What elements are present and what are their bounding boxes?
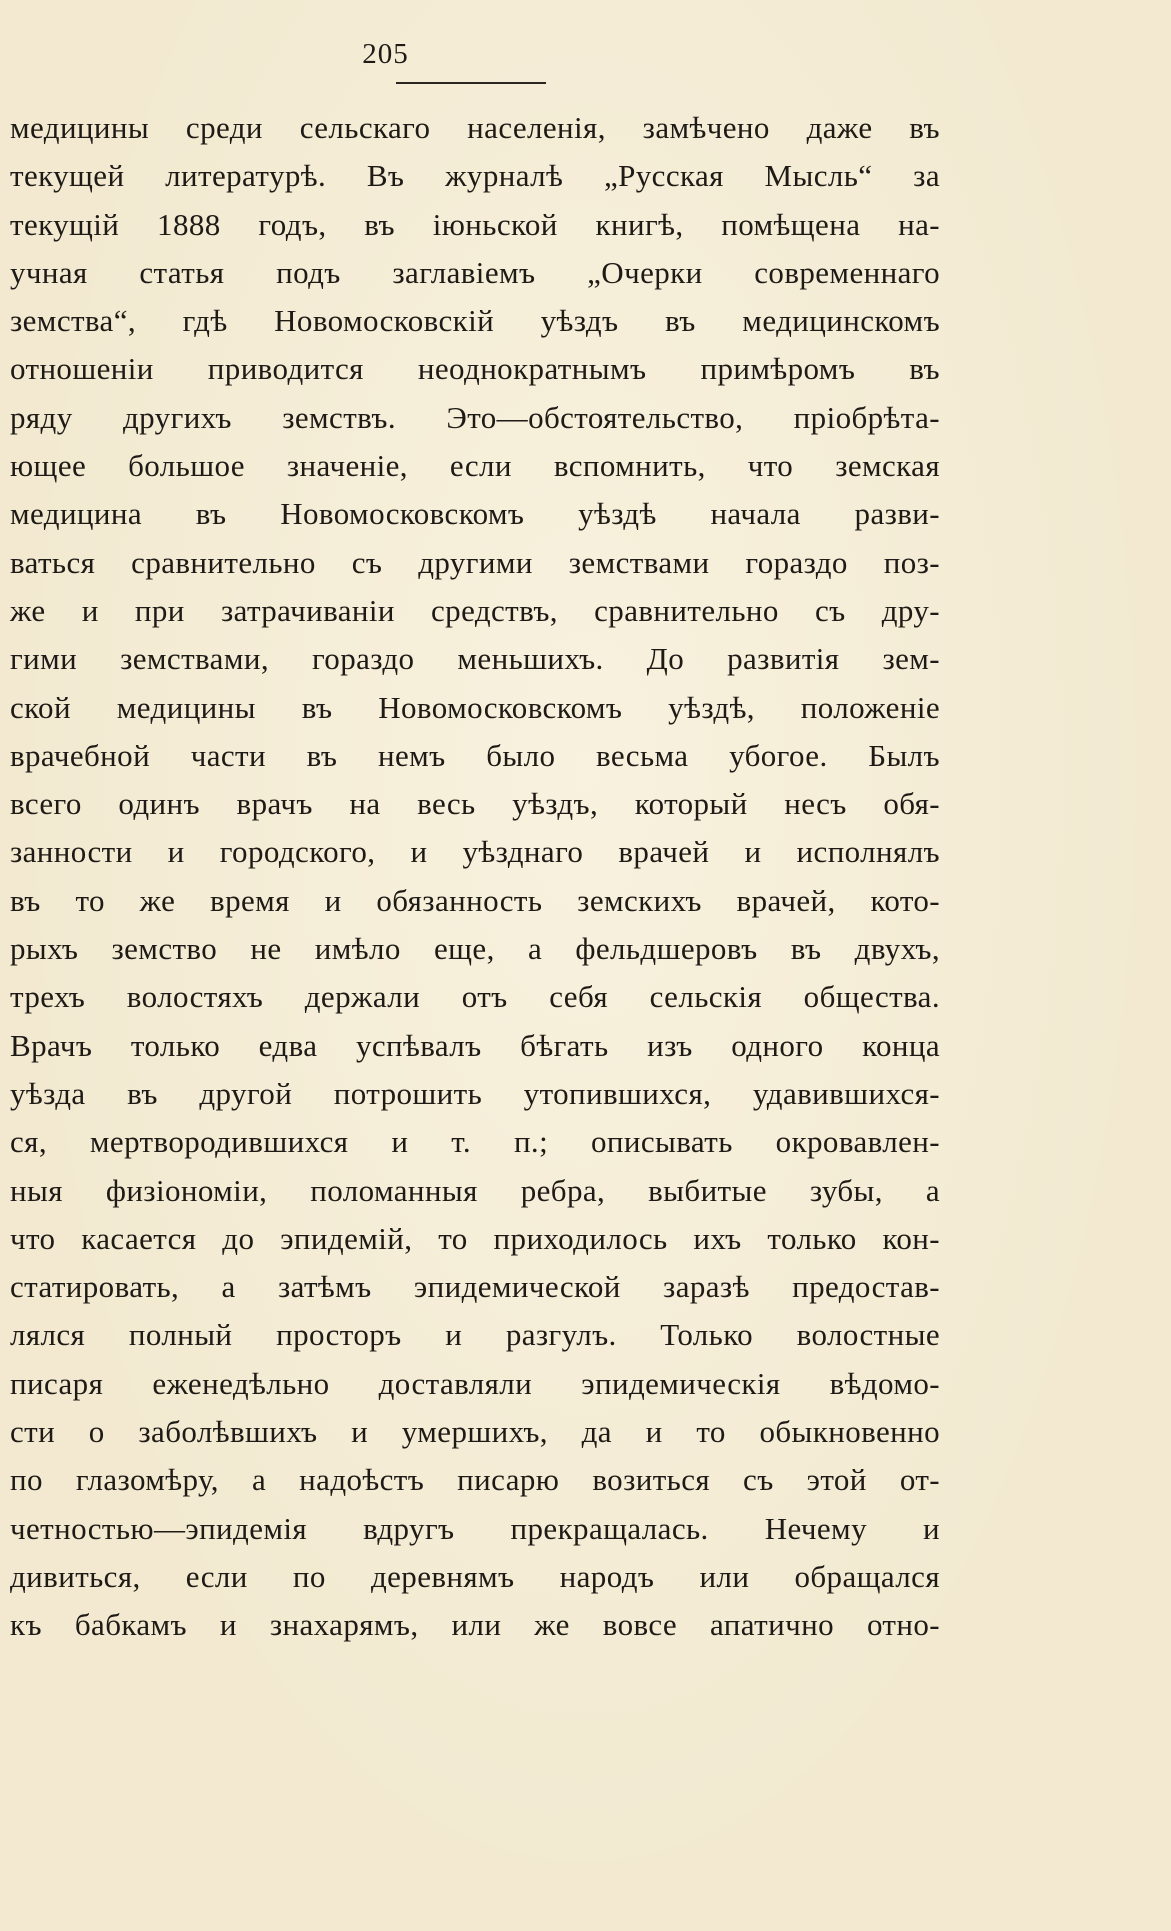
text-line: медицины среди сельскаго населенія, замѣчено даже въ xyxy=(10,110,940,145)
text-line: статировать, а затѣмъ эпидемической заразѣ предостав- xyxy=(10,1269,940,1305)
text-line: же и при затрачиваніи средствъ, сравнительно съ дру- xyxy=(10,592,940,628)
text-line: всего одинъ врачъ на весь уѣздъ, который несъ обя- xyxy=(10,786,940,822)
text-line: уѣзда въ другой потрошить утопившихся, удавившихся- xyxy=(10,1075,940,1111)
text-line: гими земствами, гораздо меньшихъ. До развитія зем- xyxy=(10,641,940,677)
page-number: 205 xyxy=(362,38,409,70)
text-line: лялся полный просторъ и разгулъ. Только волостные xyxy=(10,1317,940,1353)
text-line: ской медицины въ Новомосковскомъ уѣздѣ, положеніе xyxy=(10,689,940,725)
text-line: ющее большое значеніе, если вспомнить, что земская xyxy=(10,448,940,484)
text-line: дивиться, если по деревнямъ народъ или обращался xyxy=(10,1558,940,1594)
text-line: писаря еженедѣльно доставляли эпидемическія вѣдомо- xyxy=(10,1365,940,1401)
text-line: сти о заболѣвшихъ и умершихъ, да и то обыкновенно xyxy=(10,1414,940,1450)
text-line: врачебной части въ немъ было весьма убогое. Былъ xyxy=(10,737,940,773)
text-line: занности и городского, и уѣзднаго врачей и исполнялъ xyxy=(10,834,940,870)
text-line: текущей литературѣ. Въ журналѣ „Русская Мысль“ за xyxy=(10,158,940,194)
text-line: къ бабкамъ и знахарямъ, или же вовсе апатично отно- xyxy=(10,1607,940,1643)
text-line: ваться сравнительно съ другими земствами гораздо поз- xyxy=(10,544,940,580)
text-line: ряду другихъ земствъ. Это—обстоятельство, пріобрѣта- xyxy=(10,399,940,435)
text-line: въ то же время и обязанность земскихъ врачей, кото- xyxy=(10,882,940,918)
text-line: отношеніи приводится неоднократнымъ примѣромъ въ xyxy=(10,351,940,387)
text-line: учная статья подъ заглавіемъ „Очерки современнаго xyxy=(10,254,940,290)
text-line: трехъ волостяхъ держали отъ себя сельскія общества. xyxy=(10,979,940,1015)
text-line: что касается до эпидемій, то приходилось ихъ только кон- xyxy=(10,1220,940,1256)
text-line: ся, мертвородившихся и т. п.; описывать окровавлен- xyxy=(10,1124,940,1160)
text-line: рыхъ земство не имѣло еще, а фельдшеровъ въ двухъ, xyxy=(10,931,940,967)
header-rule xyxy=(396,82,546,84)
text-line: текущій 1888 годъ, въ іюньской книгѣ, помѣщена на- xyxy=(10,206,940,242)
text-line: медицина въ Новомосковскомъ уѣздѣ начала разви- xyxy=(10,496,940,532)
text-line: по глазомѣру, а надоѣстъ писарю возиться съ этой от- xyxy=(10,1462,940,1498)
text-line: ныя физіономіи, поломанныя ребра, выбитые зубы, а xyxy=(10,1172,940,1208)
text-line: земства“, гдѣ Новомосковскій уѣздъ въ медицинскомъ xyxy=(10,303,940,339)
body-text xyxy=(10,104,940,1650)
text-line: Врачъ только едва успѣвалъ бѣгать изъ одного конца xyxy=(10,1027,940,1063)
text-line: четностью—эпидемія вдругъ прекращалась. Нечему и xyxy=(10,1510,940,1546)
